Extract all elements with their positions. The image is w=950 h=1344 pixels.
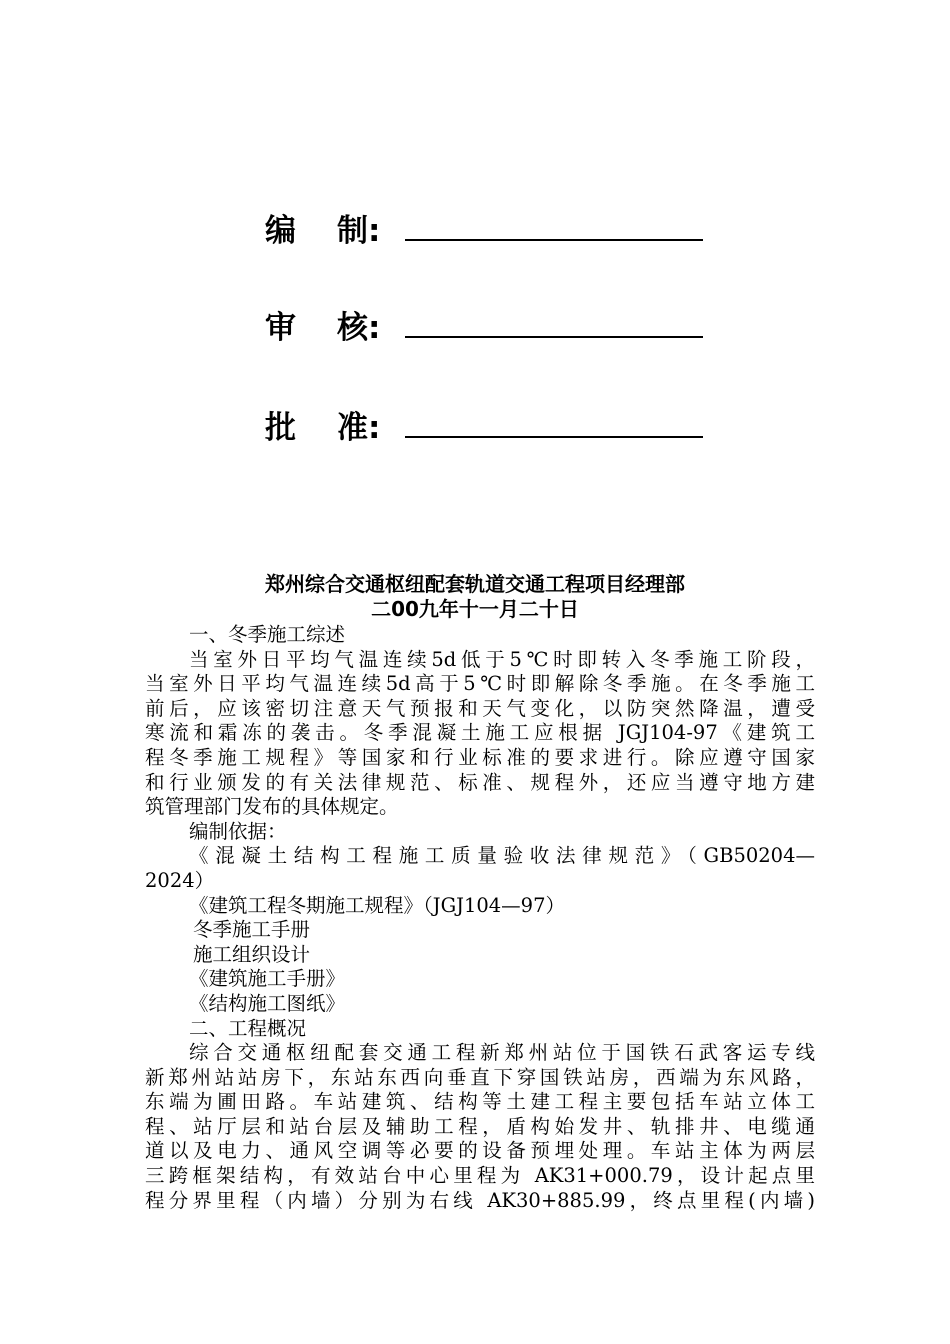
- paragraph-line: 和行业颁发的有关法律规范、标准、规程外，还应当遵守地方建: [145, 770, 815, 794]
- paragraph-line: 道以及电力、通风空调等必要的设备预埋处理。车站主体为两层: [145, 1139, 815, 1163]
- paragraph-line: 寒流和霜冻的袭击。冬季混凝土施工应根据 JGJ104-97《建筑工: [145, 721, 815, 745]
- label-char: 准:: [337, 409, 381, 446]
- reference-item: 2024）: [145, 868, 215, 892]
- section-heading: 二、工程概况: [189, 1016, 307, 1040]
- reference-item: 《建筑工程冬期施工规程》（JGJ104—97）: [189, 893, 565, 917]
- paragraph-line: 程、站厅层和站台层及辅助工程，盾构始发井、轨排井、电缆通: [145, 1114, 815, 1138]
- signature-line: [405, 336, 703, 338]
- reference-item: 《结构施工图纸》: [189, 991, 346, 1015]
- document-body: [145, 623, 815, 1213]
- reference-item: 《混凝土结构工程施工质量验收法律规范》（GB50204—: [189, 844, 815, 868]
- organization-name: 郑州综合交通枢纽配套轨道交通工程项目经理部: [265, 572, 685, 596]
- subheading: 编制依据：: [189, 819, 287, 843]
- label-char: 批: [265, 409, 296, 446]
- label-char: 制:: [337, 212, 381, 249]
- reference-item: 《建筑施工手册》: [189, 967, 346, 991]
- paragraph-line: 综合交通枢纽配套交通工程新郑州站位于国铁石武客运专线: [189, 1041, 815, 1065]
- document-date: 二00九年十一月二十日: [371, 597, 579, 621]
- signature-row-approve: [265, 400, 405, 448]
- signature-label: [265, 402, 405, 447]
- label-char: 编: [265, 212, 296, 249]
- paragraph-line: 东端为圃田路。车站建筑、结构等土建工程主要包括车站立体工: [145, 1090, 815, 1114]
- reference-item: 冬季施工手册: [193, 918, 311, 942]
- section-heading: 一、冬季施工综述: [189, 623, 346, 646]
- paragraph-line: 当室外日平均气温连续5d高于5℃时即解除冬季施。在冬季施工: [145, 672, 815, 696]
- label-char: 核:: [337, 309, 381, 346]
- signature-label: [265, 205, 405, 250]
- signature-line: [405, 436, 703, 438]
- label-char: 审: [265, 309, 296, 346]
- signature-label: [265, 302, 405, 347]
- paragraph-line: 前后，应该密切注意天气预报和天气变化，以防突然降温，遭受: [145, 696, 815, 720]
- signature-row-review: [265, 300, 405, 348]
- reference-item: 施工组织设计: [193, 942, 311, 966]
- paragraph-line: 当室外日平均气温连续5d低于5℃时即转入冬季施工阶段，: [189, 647, 815, 671]
- paragraph-line: 程分界里程（内墙）分别为右线 AK30+885.99，终点里程(内墙): [145, 1188, 815, 1212]
- signature-line: [405, 239, 703, 241]
- paragraph-line: 新郑州站站房下，东站东西向垂直下穿国铁站房，西端为东风路，: [145, 1065, 815, 1089]
- paragraph-line: 三跨框架结构，有效站台中心里程为 AK31+000.79，设计起点里: [145, 1164, 815, 1188]
- paragraph-line: 筑管理部门发布的具体规定。: [145, 795, 399, 819]
- paragraph-line: 程冬季施工规程》等国家和行业标准的要求进行。除应遵守国家: [145, 745, 815, 769]
- signature-row-compile: [265, 203, 405, 251]
